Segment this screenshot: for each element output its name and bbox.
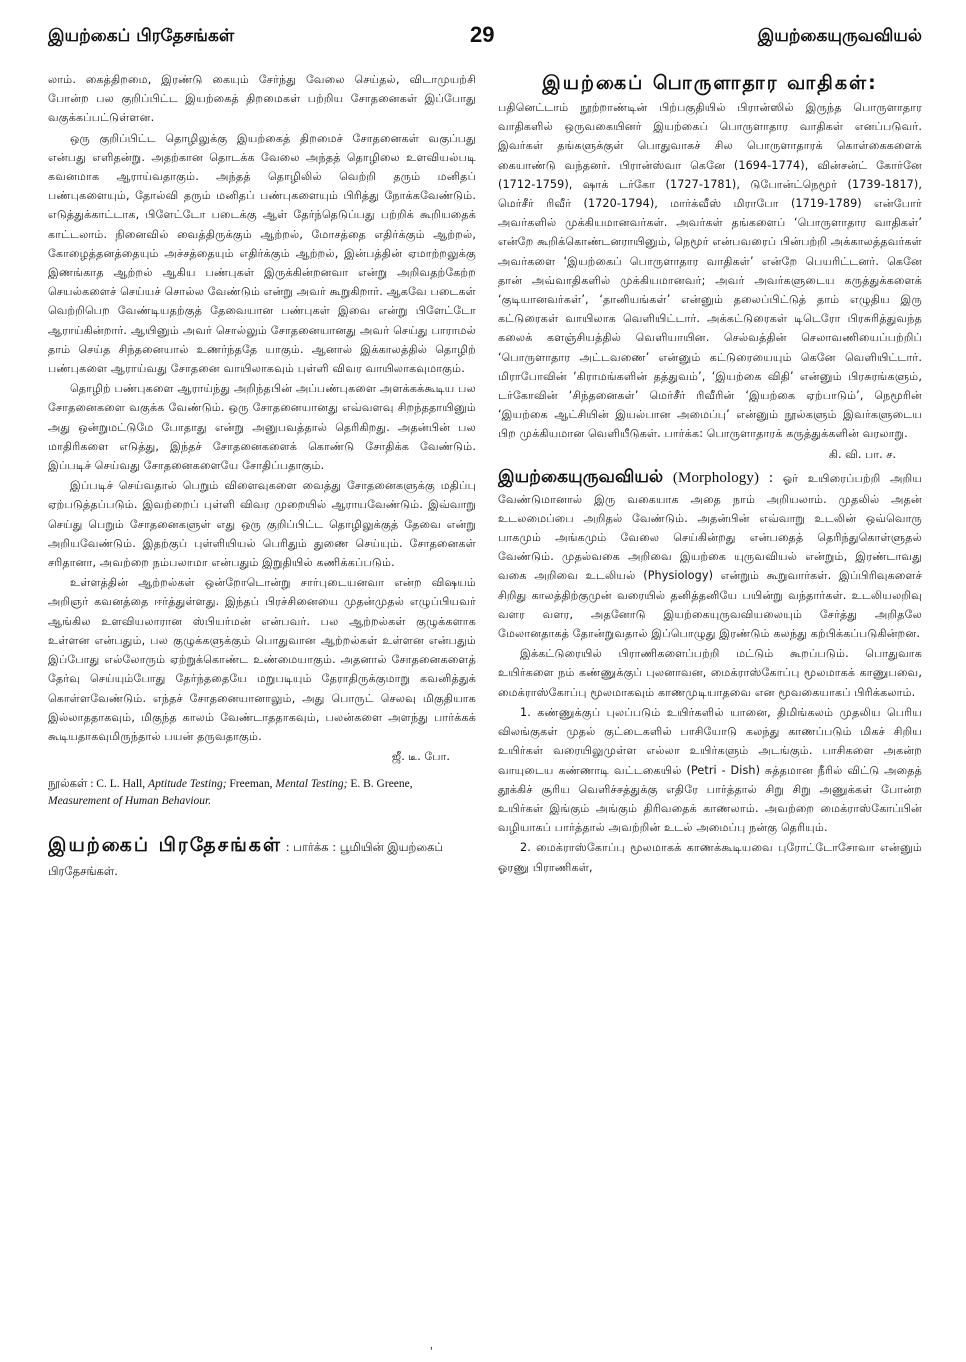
page-header (0, 0, 966, 56)
running-title-right: இயற்கையுருவவியல் (757, 26, 922, 46)
book-title: Aptitude Testing; (148, 778, 227, 791)
see-reference: பூமியின் இயற்கைப் பிரதேசங்கள். (48, 840, 444, 879)
entry-cross-reference (48, 832, 476, 883)
entry-title: இயற்கைப் பிரதேசங்கள் (48, 834, 283, 857)
left-column (48, 70, 476, 1360)
entry-title-english: (Morphology) : (672, 469, 774, 486)
author-signature: கி. வி. பா. ச. (828, 447, 896, 461)
right-column (498, 70, 922, 1360)
paragraph-text: ஓர் உயிரைப்பற்றி அறிய வேண்டுமானால் இரு வகையாக அதை நாம் அறியலாம். முதலில் அதன் உடலமைப்பை அறிதல் வேண்டும். அதன்பின் எவ்வாறு உடலின் ஒவ்வொரு பாகமும் அங்கமும் வேலை செய்கின்றது என்பதைத் தெரிந்துகொள்ளுதல் வேண்டும். முதல்வகை அறிவை இயற்கை யுருவவியல் என்றும், இரண்டாவது வகை அறிவை உடலியல் (Physiology) என்றும் கூறுவார்கள். இப்பிரிவுகளைச் சிறிது காலத்திற்குமுன் வரையில் தனித்தனியே பயின்று வந்தார்கள். உடலியலறிவு வளர வளர, அதனோடு இயற்கையுருவவியலையும் சேர்த்து அறிதலே மேலானதாகத் தோன்றுவதால் இப்பொழுது இரண்டும் கலந்து கற்பிக்கப்படுகின்றன. (498, 471, 922, 641)
book-author: C. L. Hall, (96, 778, 146, 791)
paragraph: பதினெட்டாம் நூற்றாண்டின் பிற்பகுதியில் பிரான்ஸில் இருந்த பொருளாதார வாதிகளில் ஒருவகையினர் இயற்கைப் பொருளாதார வாதிகள் எனப்படுவர். இவர்கள் தங்களுக்குள் பொதுவாகச் சில பொருளாதாரக் கொள்கைகளைக் கையாண்டு வந்தனர். பிரான்ஸ்வா கெனே (1694-1774), வின்சன்ட் கோர்னே (1712-1759), ஷாக் டர்கோ (1727-1781), டுபோன்ட்நெமூர் (1739-1817), மெர்சீர் ரிவீர் (1720-1794), மார்க்வீஸ் மிராபோ (1719-1789) என்போர் அவர்களில் முக்கியமானவர்கள். அவர்கள் தங்களைப் ‘பொருளாதார வாதிகள்’ என்றே கூறிக்கொண்டனராயினும், நெமூர் என்பவரைப் பின்பற்றி அக்காலத்தவர்கள் அவர்களை ‘இயற்கைப் பொருளாதார வாதிகள்’ என்றே பெயரிட்டனர். கெனே தான் அவ்வாதிகளில் முக்கியமானவர்; அவர் அவர்களுடைய கருத்துக்களைக் ‘குடியானவர்கள்’, ‘தானியங்கள்’ என்னும் தலைப்பிட்டுத் தாம் எழுதிய இரு கட்டுரைகள் வாயிலாக வெளியிட்டார். அக்கட்டுரைகள் டிடெரோ பிரசுரித்துவந்த கலைக் களஞ்சியத்தில் வெளியாயின. செல்வத்தின் செலாவணியைப்பற்றிப் ‘பொருளாதார அட்டவணை’ என்னும் கட்டுரையையும் கெனே வெளியிட்டார். மிராபோவின் ‘கிராமங்களின் தத்துவம்’, ‘இயற்கை விதி’ என்னும் பிரசுரங்களும், டர்கோவின் ‘சிந்தனைகள்’ மெர்சீர் ரிவீரின் ‘இயற்கை ஏற்பாடும்’, நெமூரின் ‘இயற்கை ஆட்சியின் இயல்பான அமைப்பு’ என்னும் நூல்களும் இவர்களுடைய பிற முக்கியமான வெளியீடுகள். பார்க்க: பொருளாதாரக் கருத்துக்களின் வரலாறு. (498, 101, 922, 441)
section-heading (498, 70, 922, 96)
paragraph: இப்படிச் செய்வதால் பெறும் விளைவுகளை வைத்து சோதனைகளுக்கு மதிப்பு ஏற்படுத்தப்படும். இவற்றைப் புள்ளி விவர முறையில் ஆராயவேண்டும். இவ்வாறு செய்து பெறும் சோதனைகளுள் எது ஒரு குறிப்பிட்ட தொழிலுக்குத் தேவை என்று அறியவேண்டும். இதற்குப் புள்ளியியல் பெரிதும் துணை செய்யும். சோதனைகள் சரிதானா, அவற்றை நம்பலாமா என்பதும் இறுதியில் கணிக்கப்படும். (48, 479, 476, 570)
list-item: 1. கண்ணுக்குப் புலப்படும் உயிர்களில் யானை, திமிங்கலம் முதலிய பெரிய விலங்குகள் முதல் குட்டைகளில் பாசியோடு கலந்து காணப்படும் மிகச் சிறிய உயிர்கள் வரையிலுமுள்ள எல்லா உயிர்களும் அடங்கும். பாசிகளை அகன்ற வாயுடைய கண்ணாடி வட்டகையில் (Petri - Dish) சுத்தமான நீரில் விட்டு அதைத் தூக்கிச் சூரிய வெளிச்சத்துக்கு எதிரே பார்த்தால் சிறு சிறு அணுக்கள் போன்ற உயிர்கள் இங்கும் அங்கும் திரிவதைக் காணலாம். அவற்றை மைக்ராஸ்கோப்பின் வழியாகப் பார்த்தால் அவற்றின் உடல் அமைப்பு நன்கு தெரியும். (498, 705, 922, 835)
author-signature: ஜீ. டீ. போ. (391, 750, 450, 764)
entry-title: இயற்கையுருவவியல் (498, 466, 664, 487)
paragraph-with-heading (498, 464, 922, 644)
footer-mark: ' (430, 1346, 433, 1357)
paragraph: லாம். கைத்திறமை, இரண்டு கையும் சேர்ந்து வேலை செய்தல், விடாமுயற்சி போன்ற பல குறிப்பிட்ட இயற்கைத் திறமைகள் பற்றிய சோதனைகள் இப்போது வகுக்கப்பட்டுள்ளன. (48, 73, 476, 125)
paragraph: இக்கட்டுரையில் பிராணிகளைப்பற்றி மட்டும் கூறப்படும். பொதுவாக உயிர்களை நம் கண்ணுக்குப் புலனாவன, மைக்ராஸ்கோப்பு மூலமாகக் காணுபவை, மைக்ராஸ்கோப்பு மூலமாகவும் காணமுடியாதவை என மூவகையாகப் பிரிக்கலாம். (498, 647, 922, 699)
book-author: E. B. Greene, (350, 778, 413, 791)
book-author: Freeman, (229, 778, 273, 791)
book-title: Mental Testing; (275, 778, 348, 791)
see-label: : பார்க்க : (285, 840, 337, 855)
book-title: Measurement of Human Behaviour. (48, 795, 212, 808)
books-label: நூல்கள் : (48, 778, 94, 791)
paragraph: தொழிற் பண்புகளை ஆராய்ந்து அறிந்தபின் அப்பண்புகளை அளக்கக்கூடிய பல சோதனைகளை வகுக்க வேண்டும். ஒரு சோதனையானது எவ்வளவு சிறந்ததாயினும் அது ஒன்றுமட்டுமே போதாது என்று அனுபவத்தால் தெரிகிறது. அதன்பின் பல மாதிரிகளை எடுத்து, இந்தச் சோதனைகளைக் கொண்டு சோதிக்க வேண்டும். இப்படிச் செய்வது சோதனைகளையே சோதிப்பதாகும். (48, 382, 476, 473)
page-number: 29 (470, 22, 495, 47)
paragraph: ஒரு குறிப்பிட்ட தொழிலுக்கு இயற்கைத் திறமைச் சோதனைகள் வகுப்பது என்பது எளிதன்று. அதற்கான தொடக்க வேலை அந்தத் தொழிலை உளவியல்படி கவனமாக ஆராய்வதாகும். அந்தத் தொழிலில் வெற்றி தரும் மனிதப் பண்புகளையும், தோல்வி தரும் மனிதப் பண்புகளையும் பிரித்து நோக்கவேண்டும். எடுத்துக்காட்டாக, பிளேட்டோ படைக்கு ஆள் தேர்ந்தெடுப்பது பற்றிக் கூறியதைக் காட்டலாம். நினைவில் வைத்திருக்கும் ஆற்றல், மோசத்தை எதிர்க்கும் ஆற்றல், கோழைத்தனத்தையும் அச்சத்தையும் எதிர்க்கும் ஆற்றல், இன்பத்தின் ஏமாற்றலுக்கு இணங்காத ஆற்றல் ஆகிய பண்புகள் இருக்கின்றனவா என்று அறிவதற்கேற்ற செயல்களைச் செய்யச் சொல்ல வேண்டும் என்று அவர் கூறுகிறார். ஆகவே படைகள் வெற்றிபெற வேண்டியதற்குத் தேவையான பண்புகள் இவை என்று பிளேட்டோ ஆராய்கின்றார். ஆயினும் அவர் சொல்லும் சோதனையானது அவர் செய்து பாராமல் தாம் செய்த சிந்தனையால் உணர்ந்ததே யாகும். ஆனால் இக்காலத்தில் தொழிற் பண்புகளை ஆராய்வது சோதனை வாயிலாகவும் புள்ளி விவர வாயிலாகவுமாகும். (48, 131, 476, 376)
list-item: 2. மைக்ராஸ்கோப்பு மூலமாகக் காணக்கூடியவை புரோட்டோசோவா என்னும் ஓரணு பிராணிகள், (498, 841, 922, 874)
entry-title: இயற்கைப் பொருளாதார வாதிகள்: (542, 72, 878, 94)
paragraph: உள்ளத்தின் ஆற்றல்கள் ஒன்றோடொன்று சார்புடையனவா என்ற விஷயம் அறிஞர் கவனத்தை ஈர்த்துள்ளது. இந்தப் பிரச்சினையை முதன்முதல் எழுப்பியவர் ஆங்கில உளவியலாரான ஸ்பியர்மன் என்பவர். பல ஆற்றல்கள் குழுக்களாக உள்ளன என்பதும், பல குழுக்களுக்கும் பொதுவான ஆற்றல்கள் உள்ளன என்பதும் இப்போது எல்லோரும் ஏற்றுக்கொண்ட உண்மையாகும். அதனால் சோதனைகளைத் தேர்வு செய்யும்போது தேர்ந்ததையே மறுபடியும் தேராதிருக்குமாறு கவனித்துக் கொள்ளவேண்டும். எந்தச் சோதனையானாலும், அது பொருட் செலவு மிகுதியாக இல்லாததாகவும், மிகுந்த காலம் வேண்டாததாகவும், பலன்களை அளந்து பார்க்கக் கூடியதாகவுமிருந்தால் பயன் தருவதாகும். (48, 576, 476, 743)
bibliography (48, 776, 476, 810)
running-title-left: இயற்கைப் பிரதேசங்கள் (48, 26, 235, 46)
